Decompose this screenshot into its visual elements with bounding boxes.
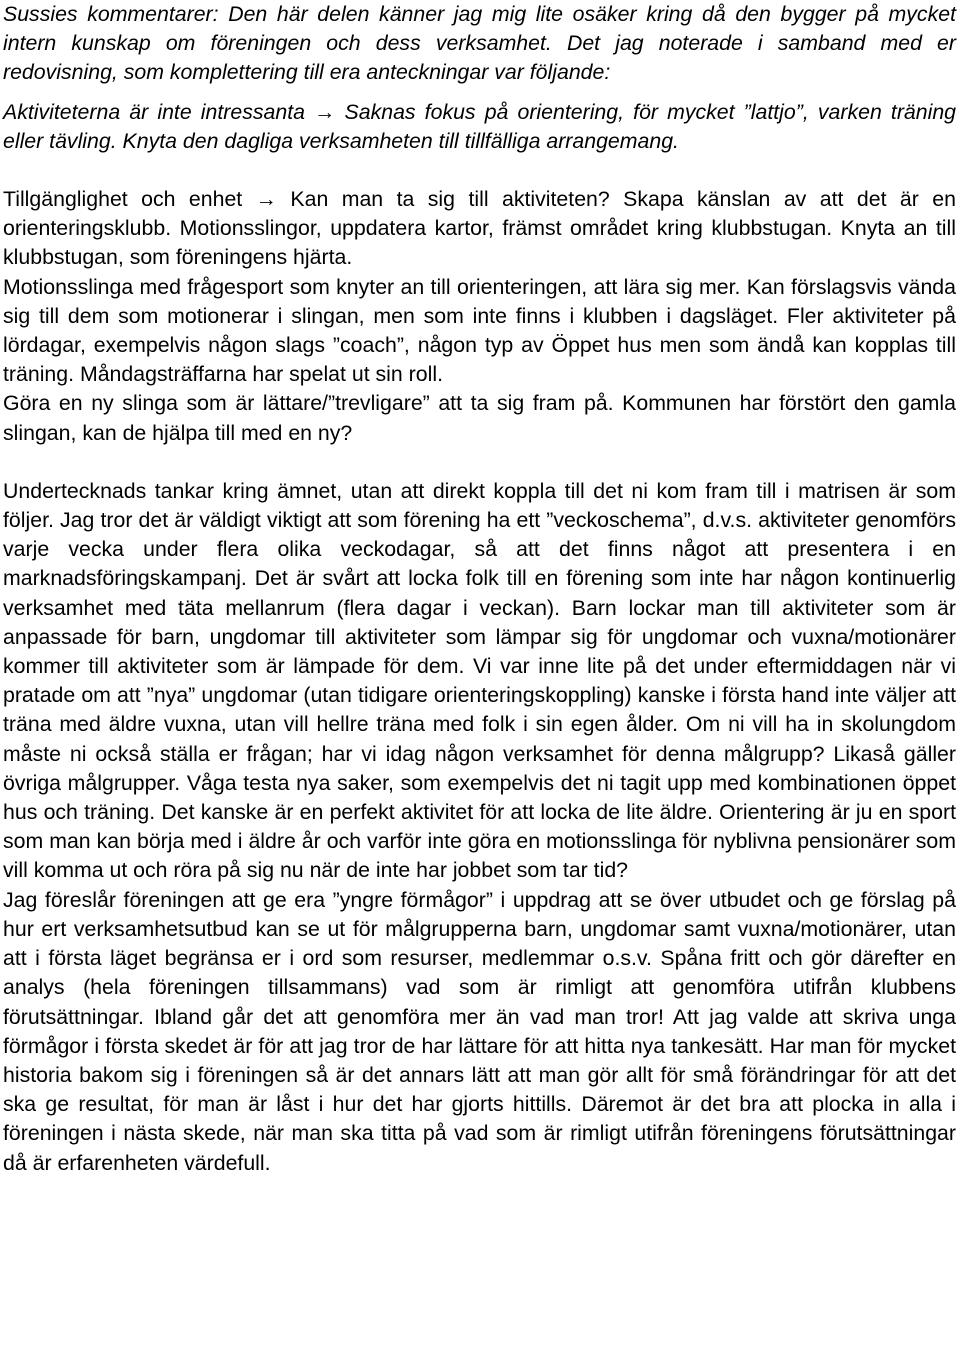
document-page	[3, 0, 956, 1178]
accessibility-heading: Tillgänglighet och enhet	[3, 187, 243, 212]
proposal-paragraph: Jag föreslår föreningen att ge era ”yngre förmågor” i uppdrag att se över utbudet och ge förslag på hur ert verksamhetsutbud kan se ut för målgrupperna barn, ungdomar samt vuxna/motionärer, utan att i första läget begränsa er i ord som resurser, medlemmar o.s.v. Spåna fritt och gör därefter en analys (hela föreningen tillsammans) vad som är rimligt att genomföra utifrån klubbens förutsättningar. Ibland går det att genomföra mer än vad man tror! Att jag valde att skriva unga förmågor i första skedet är för att jag tror de har lättare för att hitta nya tankesätt. Har man för mycket historia bakom sig i föreningen så är det annars lätt att man gör allt för små förändringar för att det ska ge resultat, för man är låst i hur det har gjorts hittills. Däremot är det bra att plocka in alla i föreningen i nästa skede, när man ska titta på vad som är rimligt utifrån föreningens förutsättningar då är erfarenheten värdefull.	[3, 887, 956, 1175]
arrow-icon: →	[255, 187, 277, 212]
spacer	[3, 88, 956, 98]
accessibility-text: Kan man ta sig till aktiviteten? Skapa känslan av att det är en orienteringsklubb. Motionsslingor, uppdatera kartor, främst området kring klubbstugan. Knyta an till klubbstugan, som föreningens hjärta.	[3, 187, 956, 270]
accessibility-paragraph	[3, 185, 956, 273]
exercise-trail-paragraph: Motionsslinga med frågesport som knyter an till orienteringen, att lära sig mer. Kan förslagsvis vända sig till dem som motionerar i slingan, men som inte finns i klubben i dagsläget. Fler aktiviteter på lördagar, exempelvis någon slags ”coach”, någon typ av Öppet hus men som ändå kan kopplas till träning. Måndagsträffarna har spelat ut sin roll.	[3, 274, 956, 387]
spacer	[3, 448, 956, 477]
arrow-icon: →	[314, 99, 336, 124]
activities-text: Saknas fokus på orientering, för mycket ”lattjo”, varken träning eller tävling. Knyta den dagliga verksamheten till tillfälliga arrangemang.	[3, 99, 957, 153]
activities-paragraph	[3, 98, 956, 156]
activities-heading: Aktiviteterna är inte intressanta	[3, 99, 305, 124]
spacer	[3, 156, 956, 185]
new-trail-paragraph: Göra en ny slinga som är lättare/”trevligare” att ta sig fram på. Kommunen har förstört den gamla slingan, kan de hjälpa till med en ny?	[3, 391, 956, 445]
author-thoughts-paragraph: Undertecknads tankar kring ämnet, utan att direkt koppla till det ni kom fram till i matrisen är som följer. Jag tror det är väldigt viktigt att som förening ha ett ”veckoschema”, d.v.s. aktiviteter genomförs varje vecka under flera olika veckodagar, så att det finns något att presentera i en marknadsföringskampanj. Det är svårt att locka folk till en förening som inte har någon kontinuerlig verksamhet med täta mellanrum (flera dagar i veckan). Barn lockar man till aktiviteter som är anpassade för barn, ungdomar till aktiviteter som lämpar sig för ungdomar och vuxna/motionärer kommer till aktiviteter som är lämpade för dem. Vi var inne lite på det under eftermiddagen när vi pratade om att ”nya” ungdomar (utan tidigare orienteringskoppling) kanske i första hand inte väljer att träna med äldre vuxna, utan vill hellre träna med folk i sin egen ålder. Om ni vill ha in skolungdom måste ni också ställa er frågan; har vi idag någon verksamhet för denna målgrupp? Likaså gäller övriga målgrupper. Våga testa nya saker, som exempelvis det ni tagit upp med kombinationen öppet hus och träning. Det kanske är en perfekt aktivitet för att locka de lite äldre. Orientering är ju en sport som man kan börja med i äldre år och varför inte göra en motionsslinga för nyblivna pensionärer som vill komma ut och röra på sig nu när de inte har jobbet som tar tid?	[3, 478, 956, 883]
intro-paragraph: Sussies kommentarer: Den här delen känner jag mig lite osäker kring då den bygger på mycket intern kunskap om föreningen och dess verksamhet. Det jag noterade i samband med er redovisning, som komplettering till era anteckningar var följande:	[3, 2, 956, 85]
